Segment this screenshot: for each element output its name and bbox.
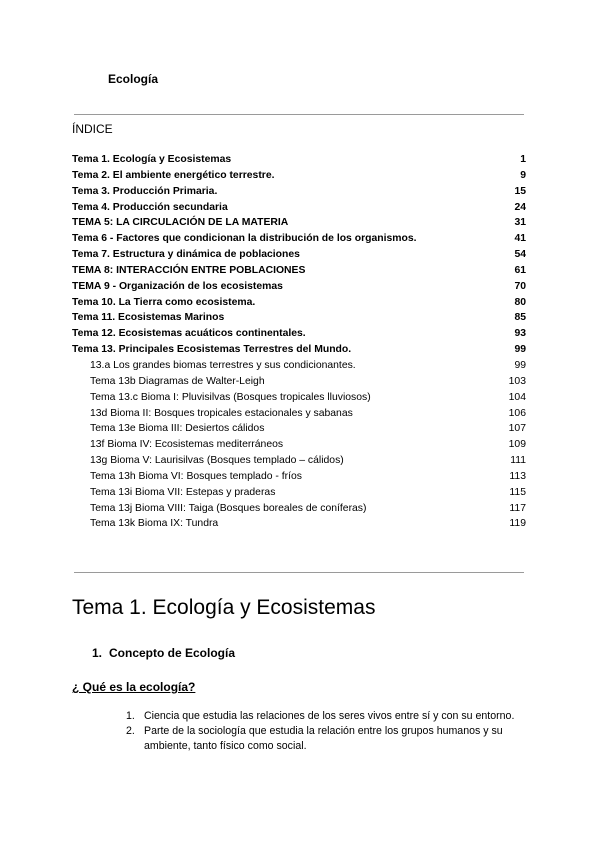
toc-entry-page: 9 bbox=[520, 169, 526, 181]
section-heading bbox=[92, 646, 235, 660]
toc-entry[interactable] bbox=[72, 423, 526, 439]
toc-entry[interactable] bbox=[72, 487, 526, 503]
toc-entry-page: 103 bbox=[508, 375, 526, 387]
toc-entry-label: Tema 6 - Factores que condicionan la distribución de los organismos. bbox=[72, 233, 417, 245]
toc-entry-label: Tema 4. Producción secundaria bbox=[72, 201, 228, 213]
toc-entry[interactable] bbox=[72, 455, 526, 471]
toc-entry-page: 15 bbox=[514, 185, 526, 197]
toc-entry[interactable] bbox=[72, 471, 526, 487]
definition-item bbox=[126, 709, 526, 724]
toc-entry[interactable] bbox=[72, 281, 526, 297]
toc-entry-label: 13f Bioma IV: Ecosistemas mediterráneos bbox=[90, 439, 284, 451]
document-header-title: Ecología bbox=[108, 72, 159, 86]
toc-entry-label: TEMA 9 - Organización de los ecosistemas bbox=[72, 280, 283, 292]
toc-entry-page: 113 bbox=[509, 470, 526, 482]
definition-list bbox=[126, 709, 526, 754]
toc-entry-page: 24 bbox=[514, 201, 526, 213]
index-heading: ÍNDICE bbox=[72, 122, 113, 136]
toc-entry-label: Tema 3. Producción Primaria. bbox=[72, 185, 218, 197]
toc-entry-page: 117 bbox=[509, 502, 526, 514]
toc-entry[interactable] bbox=[72, 233, 526, 249]
toc-entry-page: 93 bbox=[514, 328, 526, 340]
toc-entry-page: 41 bbox=[514, 233, 526, 245]
toc-entry[interactable] bbox=[72, 312, 526, 328]
section-title: Concepto de Ecología bbox=[109, 646, 236, 660]
toc-entry[interactable] bbox=[72, 392, 526, 408]
toc-entry[interactable] bbox=[72, 360, 526, 376]
toc-entry-label: 13.a Los grandes biomas terrestres y sus condicionantes. bbox=[90, 359, 356, 371]
definition-number: 1. bbox=[126, 710, 135, 722]
toc-entry-page: 31 bbox=[514, 217, 526, 229]
toc-entry-page: 111 bbox=[510, 455, 526, 467]
toc-entry-label: Tema 13h Bioma VI: Bosques templado - fríos bbox=[90, 470, 302, 482]
toc-entry-page: 119 bbox=[509, 518, 526, 530]
definition-text: Parte de la sociología que estudia la relación entre los grupos humanos y su ambiente, tanto físico como social. bbox=[144, 725, 503, 752]
toc-entry-page: 70 bbox=[514, 280, 526, 292]
question-heading: ¿ Qué es la ecología? bbox=[72, 680, 196, 694]
toc-entry[interactable] bbox=[72, 503, 526, 519]
toc-entry[interactable] bbox=[72, 408, 526, 424]
toc-entry-label: Tema 10. La Tierra como ecosistema. bbox=[72, 296, 256, 308]
toc-entry-page: 104 bbox=[508, 391, 526, 403]
toc-entry[interactable] bbox=[72, 328, 526, 344]
toc-entry-page: 109 bbox=[508, 439, 526, 451]
toc-entry-label: TEMA 5: LA CIRCULACIÓN DE LA MATERIA bbox=[72, 217, 289, 229]
toc-entry-page: 99 bbox=[514, 344, 526, 356]
toc-entry[interactable] bbox=[72, 186, 526, 202]
toc-entry-page: 61 bbox=[514, 264, 526, 276]
toc-entry-page: 115 bbox=[509, 486, 526, 498]
section-divider bbox=[74, 572, 524, 573]
toc-entry[interactable] bbox=[72, 518, 526, 534]
toc-entry[interactable] bbox=[72, 265, 526, 281]
toc-entry-page: 107 bbox=[508, 423, 526, 435]
chapter-title: Tema 1. Ecología y Ecosistemas bbox=[72, 596, 376, 619]
toc-entry-label: Tema 11. Ecosistemas Marinos bbox=[72, 312, 225, 324]
toc-entry[interactable] bbox=[72, 249, 526, 265]
toc-entry-label: 13g Bioma V: Laurisilvas (Bosques templado – cálidos) bbox=[90, 455, 344, 467]
toc-entry[interactable] bbox=[72, 376, 526, 392]
top-divider bbox=[74, 114, 524, 115]
toc-entry-label: Tema 13e Bioma III: Desiertos cálidos bbox=[90, 423, 265, 435]
toc-entry[interactable] bbox=[72, 154, 526, 170]
toc-entry-label: Tema 13j Bioma VIII: Taiga (Bosques boreales de coníferas) bbox=[90, 502, 367, 514]
toc-entry-label: 13d Bioma II: Bosques tropicales estacionales y sabanas bbox=[90, 407, 353, 419]
toc-entry-page: 54 bbox=[514, 249, 526, 261]
table-of-contents bbox=[72, 154, 526, 534]
toc-entry[interactable] bbox=[72, 170, 526, 186]
toc-entry-page: 99 bbox=[514, 359, 526, 371]
section-number: 1. bbox=[92, 646, 103, 660]
toc-entry-label: Tema 2. El ambiente energético terrestre. bbox=[72, 169, 275, 181]
toc-entry[interactable] bbox=[72, 202, 526, 218]
toc-entry[interactable] bbox=[72, 439, 526, 455]
toc-entry-label: Tema 1. Ecología y Ecosistemas bbox=[72, 154, 232, 165]
toc-entry-page: 85 bbox=[514, 312, 526, 324]
toc-entry-label: Tema 13b Diagramas de Walter-Leigh bbox=[90, 375, 265, 387]
definition-number: 2. bbox=[126, 725, 135, 737]
toc-entry-label: Tema 13k Bioma IX: Tundra bbox=[90, 518, 219, 530]
toc-entry-label: Tema 13i Bioma VII: Estepas y praderas bbox=[90, 486, 276, 498]
toc-entry-label: TEMA 8: INTERACCIÓN ENTRE POBLACIONES bbox=[72, 264, 306, 276]
definition-text: Ciencia que estudia las relaciones de los seres vivos entre sí y con su entorno. bbox=[144, 710, 515, 722]
toc-entry[interactable] bbox=[72, 297, 526, 313]
toc-entry-label: Tema 12. Ecosistemas acuáticos continentales. bbox=[72, 328, 306, 340]
definition-item bbox=[126, 724, 526, 754]
toc-entry-page: 1 bbox=[520, 154, 526, 165]
toc-entry[interactable] bbox=[72, 344, 526, 360]
toc-entry-page: 80 bbox=[514, 296, 526, 308]
toc-entry[interactable] bbox=[72, 217, 526, 233]
toc-entry-label: Tema 13.c Bioma I: Pluvisilvas (Bosques tropicales lluviosos) bbox=[90, 391, 371, 403]
toc-entry-label: Tema 13. Principales Ecosistemas Terrestres del Mundo. bbox=[72, 344, 352, 356]
toc-entry-page: 106 bbox=[508, 407, 526, 419]
toc-entry-label: Tema 7. Estructura y dinámica de poblaciones bbox=[72, 249, 300, 261]
